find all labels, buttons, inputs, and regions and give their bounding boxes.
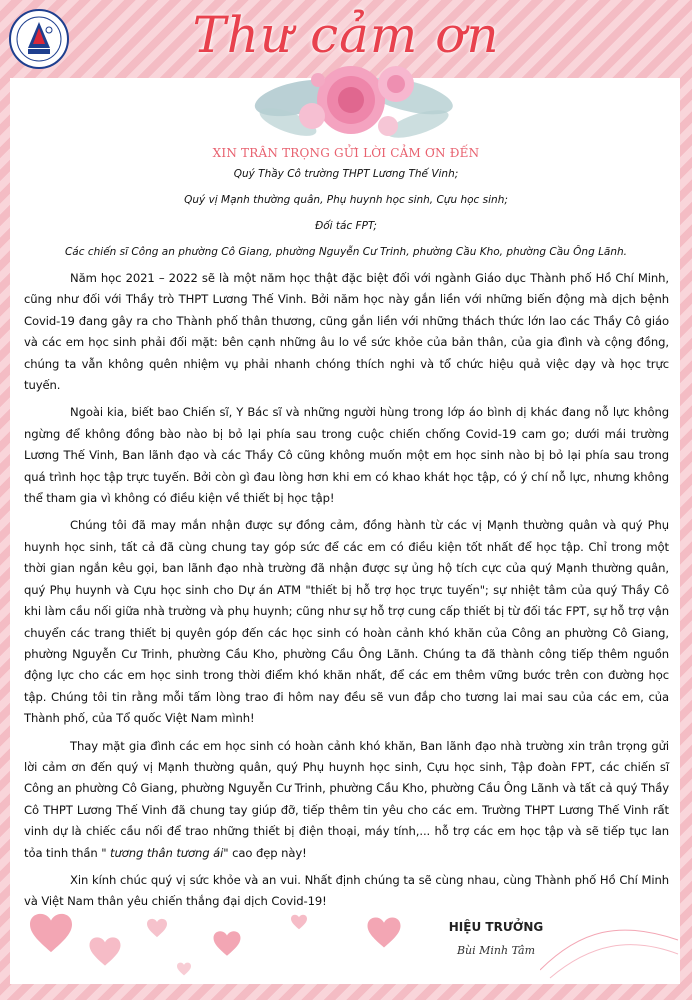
swirl-decoration bbox=[540, 910, 680, 980]
paragraph: Chúng tôi đã may mắn nhận được sự đồng cảm, đồng hành từ các vị Mạnh thường quân và quý Phụ huynh học sinh, tất cả đã cùng chung tay góp sức để các em có điều kiện tốt nhất để học tập. Chỉ trong một thời gian ngắn kêu gọi, ban lãnh đạo nhà trường đã nhận được sự ủng hộ tích cực của quý Mạnh thường quân, quý Phụ huynh và Cựu học sinh cho Dự án ATM "thiết bị hỗ trợ học trực tuyến"; sự nhiệt tâm của quý Thầy Cô khi làm cầu nối giữa nhà trường và phụ huynh; cũng như sự hỗ trợ cung cấp thiết bị từ đối tác FPT, sự hỗ trợ vận chuyển các trang thiết bị quyên góp đến các học sinh có hoàn cảnh khó khăn của Công an phường Cô Giang, phường Nguyễn Cư Trinh, phường Cầu Kho, phường Cầu Ông Lãnh. Chúng ta đã thành công tiếp thêm nguồn động lực cho các em học sinh trong thời điểm khó khăn nhất, để các em thêm vững bước trên con đường học tập. Chúng tôi tin rằng mỗi tấm lòng trao đi hôm nay đều sẽ vun đắp cho tương lai mai sau của các em, của Thành phố, của Tổ quốc Việt Nam mình! bbox=[24, 518, 669, 726]
signature-title: HIỆU TRƯỞNG bbox=[448, 920, 544, 934]
addressee-line: Quý Thầy Cô trường THPT Lương Thế Vinh; bbox=[233, 168, 459, 180]
page-title: Thư cảm ơn bbox=[192, 6, 500, 64]
paragraph bbox=[24, 736, 669, 864]
addressee-line: Các chiến sĩ Công an phường Cô Giang, phường Nguyễn Cư Trinh, phường Cầu Kho, phường Cầu Ông Lãnh. bbox=[64, 246, 628, 258]
paragraph-text: " cao đẹp này! bbox=[223, 845, 307, 860]
heart-icon bbox=[146, 918, 168, 938]
heart-icon bbox=[290, 914, 308, 930]
letter-body bbox=[24, 268, 669, 919]
heart-icon bbox=[212, 930, 242, 957]
subtitle: XIN TRÂN TRỌNG GỬI LỜI CẢM ƠN ĐẾN bbox=[212, 146, 480, 160]
heart-icon bbox=[176, 962, 192, 976]
paragraph-text: Thay mặt gia đình các em học sinh có hoàn cảnh khó khăn, Ban lãnh đạo nhà trường xin trân trọng gửi lời cảm ơn đến quý vị Mạnh thường quân, quý Phụ huynh học sinh, Cựu học sinh, Tập đoàn FPT, các chiến sĩ Công an phường Cô Giang, phường Nguyễn Cư Trinh, phường Cầu Kho, phường Cầu Ông Lãnh và tất cả quý Thầy Cô THPT Lương Thế Vinh đã chung tay giúp đỡ, tiếp thêm tin yêu cho các em. Trường THPT Lương Thế Vinh rất vinh dự là chiếc cầu nối để trao những thiết bị điện thoại, máy tính,... hỗ trợ các em học tập và sẽ tiếp tục lan tỏa tinh thần " bbox=[24, 738, 669, 860]
paragraph-italic: tương thân tương ái bbox=[106, 845, 224, 860]
paragraph: Năm học 2021 – 2022 sẽ là một năm học thật đặc biệt đối với ngành Giáo dục Thành phố Hồ Chí Minh, cũng như đối với Thầy trò THPT Lương Thế Vinh. Bởi năm học này gắn liền với những biến động mà dịch bệnh Covid-19 đang gây ra cho Thành phố thân thương, cũng gắn liền với những thách thức lớn lao các Thầy Cô giáo và các em học sinh phải đối mặt: bên cạnh những âu lo về sức khỏe của bản thân, của gia đình và cộng đồng, chúng ta vẫn không quên nhiệm vụ phải nhanh chóng thích nghi và tổ chức hiệu quả việc dạy và học trực tuyến. bbox=[24, 271, 669, 393]
heart-icon bbox=[366, 916, 402, 949]
addressee-line: Quý vị Mạnh thường quân, Phụ huynh học sinh, Cựu học sinh; bbox=[184, 194, 508, 206]
signature-name: Bùi Minh Tâm bbox=[456, 944, 536, 957]
paragraph: Ngoài kia, biết bao Chiến sĩ, Y Bác sĩ và những người hùng trong lớp áo bình dị khác đang nỗ lực không ngừng để không đồng bào nào bị bỏ lại phía sau trong cuộc chiến chống Covid-19 cam go; dưới mái trường Lương Thế Vinh, Ban lãnh đạo và các Thầy Cô cũng không muốn một em học sinh nào bị bỏ lại phía sau trong quá trình học tập trực tuyến. Bởi còn gì đau lòng hơn khi em có khao khát học tập, có ý chí nỗ lực, nhưng không thể tham gia vì không có điều kiện về thiết bị học tập! bbox=[24, 405, 669, 506]
heart-icon bbox=[88, 936, 122, 967]
addressee-line: Đối tác FPT; bbox=[315, 220, 377, 232]
heart-icon bbox=[28, 912, 74, 954]
flower-decoration bbox=[228, 50, 474, 152]
paragraph: Xin kính chúc quý vị sức khỏe và an vui. Nhất định chúng ta sẽ cùng nhau, cùng Thành phố Hồ Chí Minh và Việt Nam thân yêu chiến thắng đại dịch Covid-19! bbox=[24, 872, 669, 909]
